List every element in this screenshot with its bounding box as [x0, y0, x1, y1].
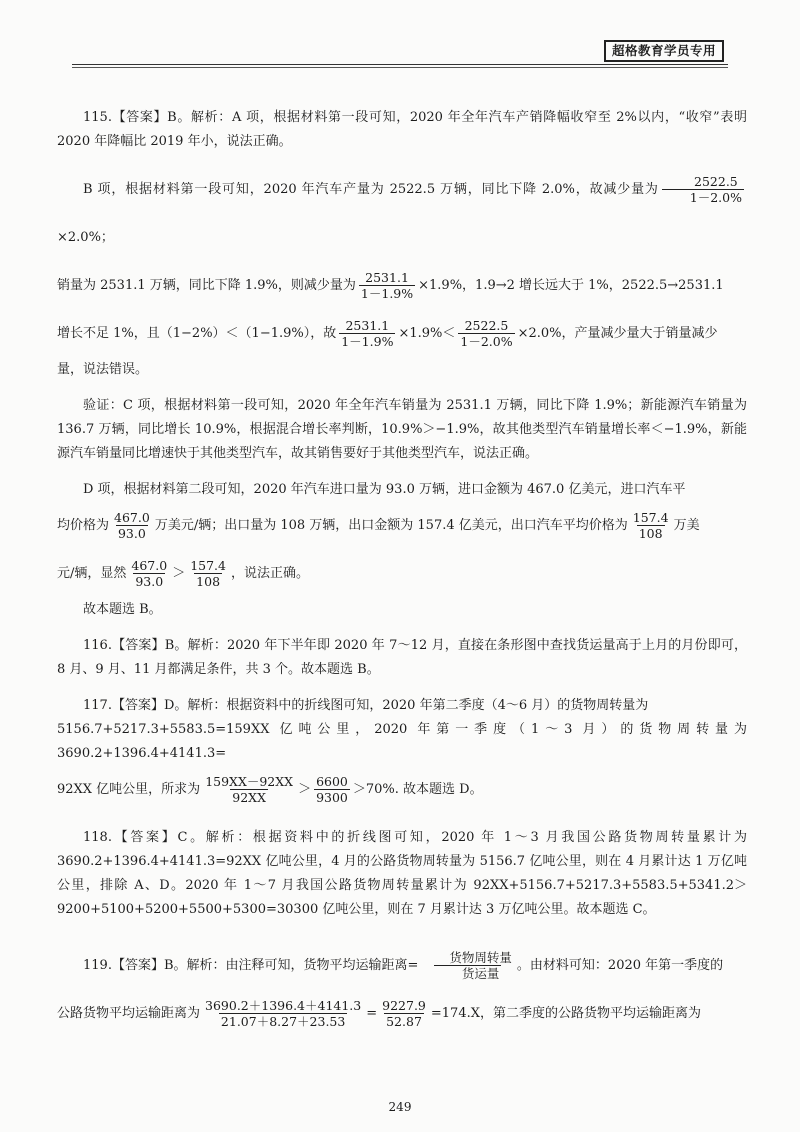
page-body: [57, 106, 747, 1038]
header-rule-thin: [72, 67, 728, 68]
fraction: $\frac{157.4}{108}$: [632, 510, 669, 541]
q119-line1: 119.【答案】B。解析：由注释可知，货物平均运输距离= $\frac{\text{货物周转量}}{\text{货运量}}$ 。由材料可知：2020 年第一季度的: [83, 950, 724, 981]
q115-option-c: 验证：C 项，根据材料第一段可知，2020 年全年汽车销量为 2531.1 万辆，同比下降 1.9%；新能源汽车销量为 136.7 万辆，同比增长 10.9%，根据混合增长率判断，10.9%＞−1.9%，故其他类型汽车销量增长率＜−1.9%，新能源汽车销量同比增速快于其他类型汽车，故其销售要好于其他类型汽车，说法正确。: [57, 398, 747, 461]
fraction: $\frac{2531.1}{1-1.9\%}$: [341, 318, 394, 349]
fraction: $\frac{467.0}{93.0}$: [114, 510, 150, 541]
q115-option-b-line1: B 项，根据材料第一段可知，2020 年汽车产量为 2522.5 万辆，同比下降 2.0%，故减少量为 $\frac{2522.5}{1-2.0\%}$ ×2.0%；: [57, 174, 742, 245]
fraction: $\frac{2522.5}{1-2.0\%}$: [460, 318, 513, 349]
q115-option-d-line2: 均价格为 $\frac{467.0}{93.0}$ 万美元/辆；出口量为 108 万辆，出口金额为 157.4 亿美元，出口汽车平均价格为 $\frac{157.4}{108}$ 万美: [57, 510, 700, 541]
q117-line1: 117.【答案】D。解析：根据资料中的折线图可知，2020 年第二季度（4～6 月）的货物周转量为: [83, 698, 649, 713]
q115-option-b-line3: 增长不足 1%，且（1−2%）＜（1−1.9%），故 $\frac{2531.1}{1-1.9\%}$ ×1.9%＜ $\frac{2522.5}{1-2.0\%}$ ×2.0%，产量减少量大于销量减少: [57, 318, 718, 349]
q115-option-b-conclusion: 量，说法错误。: [57, 362, 149, 377]
q115-answer: 故本题选 B。: [83, 602, 162, 617]
fraction: $\frac{2522.5}{1-2.0\%}$: [662, 174, 744, 205]
fraction: $\frac{159XX-92XX}{92XX}$: [205, 774, 294, 805]
fraction: $\frac{157.4}{108}$: [190, 558, 226, 589]
q115-intro: 115.【答案】B。解析：A 项，根据材料第一段可知，2020 年全年汽车产销降幅收窄至 2%以内，“收窄”表明 2020 年降幅比 2019 年小，说法正确。: [57, 110, 747, 149]
q119-line2: 公路货物平均运输距离为 $\frac{3690.2+1396.4+4141.3}{21.07+8.27+23.53}$ = $\frac{9227.9}{52.87}$ =174.X，第二季度的公路货物平均运输距离为: [57, 998, 701, 1029]
fraction: $\frac{3690.2+1396.4+4141.3}{21.07+8.27+23.53}$: [205, 998, 362, 1029]
fraction: $\frac{9227.9}{52.87}$: [382, 998, 426, 1029]
header-badge: 超格教育学员专用: [604, 40, 724, 62]
q115-option-d-line1: D 项，根据材料第二段可知，2020 年汽车进口量为 93.0 万辆，进口金额为 467.0 亿美元，进口汽车平: [83, 482, 686, 497]
q115-option-b-line2: 销量为 2531.1 万辆，同比下降 1.9%，则减少量为 $\frac{2531.1}{1-1.9\%}$ ×1.9%，1.9→2 增长远大于 1%，2522.5→2531.1: [57, 270, 724, 301]
fraction: $\frac{6600}{9300}$: [316, 774, 348, 805]
q115-option-d-line3: 元/辆，显然 $\frac{467.0}{93.0}$ ＞ $\frac{157.4}{108}$ ，说法正确。: [57, 558, 310, 589]
q117-line2: 5156.7+5217.3+5583.5=159XX 亿吨公里，2020 年第一季度（1～3 月）的货物周转量为 3690.2+1396.4+4141.3=: [57, 722, 747, 761]
fraction: $\frac{\text{货物周转量}}{\text{货运量}}$: [421, 950, 514, 981]
fraction: $\frac{2531.1}{1-1.9\%}$: [360, 270, 414, 301]
header-rule: [72, 64, 728, 65]
page-number: 249: [388, 1100, 412, 1114]
fraction: $\frac{467.0}{93.0}$: [131, 558, 168, 589]
q118-explanation: 118.【答案】C。解析：根据资料中的折线图可知，2020 年 1～3 月我国公路货物周转量累计为 3690.2+1396.4+4141.3=92XX 亿吨公里，4 月的公路货物周转量为 5156.7 亿吨公里，则在 4 月累计达 1 万亿吨公里，排除 A、D。2020 年 1～7 月我国公路货物周转量累计为 92XX+5156.7+5217.3+5583.5+5341.2＞9200+5100+5200+5500+5300=30300 亿吨公里，则在 7 月累计达 3 万亿吨公里。故本题选 C。: [57, 830, 747, 917]
q117-line3: 92XX 亿吨公里，所求为 $\frac{159XX-92XX}{92XX}$ ＞ $\frac{6600}{9300}$ ＞70%. 故本题选 D。: [57, 774, 483, 805]
q116-explanation: 116.【答案】B。解析：2020 年下半年即 2020 年 7～12 月，直接在条形图中查找货运量高于上月的月份即可，8 月、9 月、11 月都满足条件，共 3 个。故本题选 B。: [57, 638, 747, 677]
